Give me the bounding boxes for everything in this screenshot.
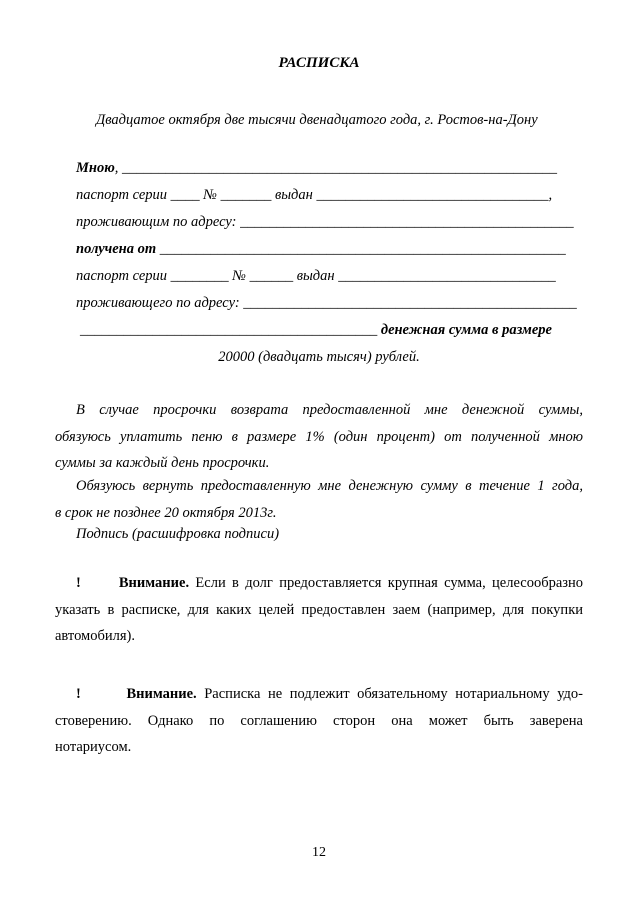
form-line-borrower [76, 241, 566, 258]
exclamation-mark: ! [76, 686, 81, 702]
attention-label: Внимание. [126, 686, 197, 702]
amount-text: 20000 (двадцать тысяч) рублей. [218, 349, 420, 365]
signature-line: Подпись (расшифровка подписи) [76, 526, 280, 542]
exclamation-mark: ! [76, 575, 81, 591]
document-title: РАСПИСКА [278, 55, 360, 71]
date-place-line: Двадцатое октября две тысячи двенадцатого года, г. Ростов-на-Дону [96, 112, 538, 128]
form-line-lender [76, 160, 557, 177]
penalty-paragraph [55, 397, 583, 477]
note-text: Расписка не подлежит обязательному нотариальному удо- [196, 686, 583, 702]
lender-label: Мною [76, 160, 115, 176]
note-line: указать в расписке, для каких целей предоставлен заем (например, для покупки [55, 601, 583, 618]
note-line [55, 570, 583, 597]
note-2 [55, 681, 583, 761]
note-line: нотариусом. [55, 739, 132, 755]
form-line-borrower-address: проживающего по адресу: ______________________________________________ [76, 295, 577, 311]
borrower-blank: ________________________________________________________ [156, 241, 566, 257]
note-text: Если в долг предоставляется крупная сумма, целесообразно [189, 575, 584, 591]
obligation-line: в срок не позднее 20 октября 2013г. [55, 504, 277, 521]
attention-label: Внимание. [118, 575, 190, 591]
note-1 [55, 570, 583, 650]
form-line-lender-passport: паспорт серии ____ № _______ выдан ________________________________, [76, 187, 553, 203]
form-line-lender-address: проживающим по адресу: ______________________________________________ [76, 214, 574, 230]
form-line-borrower-passport: паспорт серии ________ № ______ выдан ______________________________ [76, 268, 556, 284]
note-line [55, 681, 583, 708]
sum-label: денежная сумма в размере [380, 322, 552, 338]
lender-blank: , ____________________________________________________________ [114, 160, 558, 176]
obligation-line: Обязуюсь вернуть предоставленную мне денежную сумму в течение 1 года, [76, 478, 583, 494]
note-line: автомобиля). [55, 628, 135, 644]
page-number: 12 [312, 845, 326, 860]
borrower-label: получена от [76, 241, 157, 257]
penalty-line: обязуюсь уплатить пеню в размере 1% (один процент) от полученной мною [55, 428, 583, 445]
obligation-paragraph [55, 473, 583, 526]
penalty-line: суммы за каждый день просрочки. [55, 455, 270, 471]
penalty-line: В случае просрочки возврата предоставленной мне денежной суммы, [76, 402, 583, 418]
sum-blank: _________________________________________ [80, 322, 381, 338]
note-line: стоверению. Однако по соглашению сторон она может быть заверена [55, 712, 583, 729]
form-line-sum [80, 322, 552, 339]
